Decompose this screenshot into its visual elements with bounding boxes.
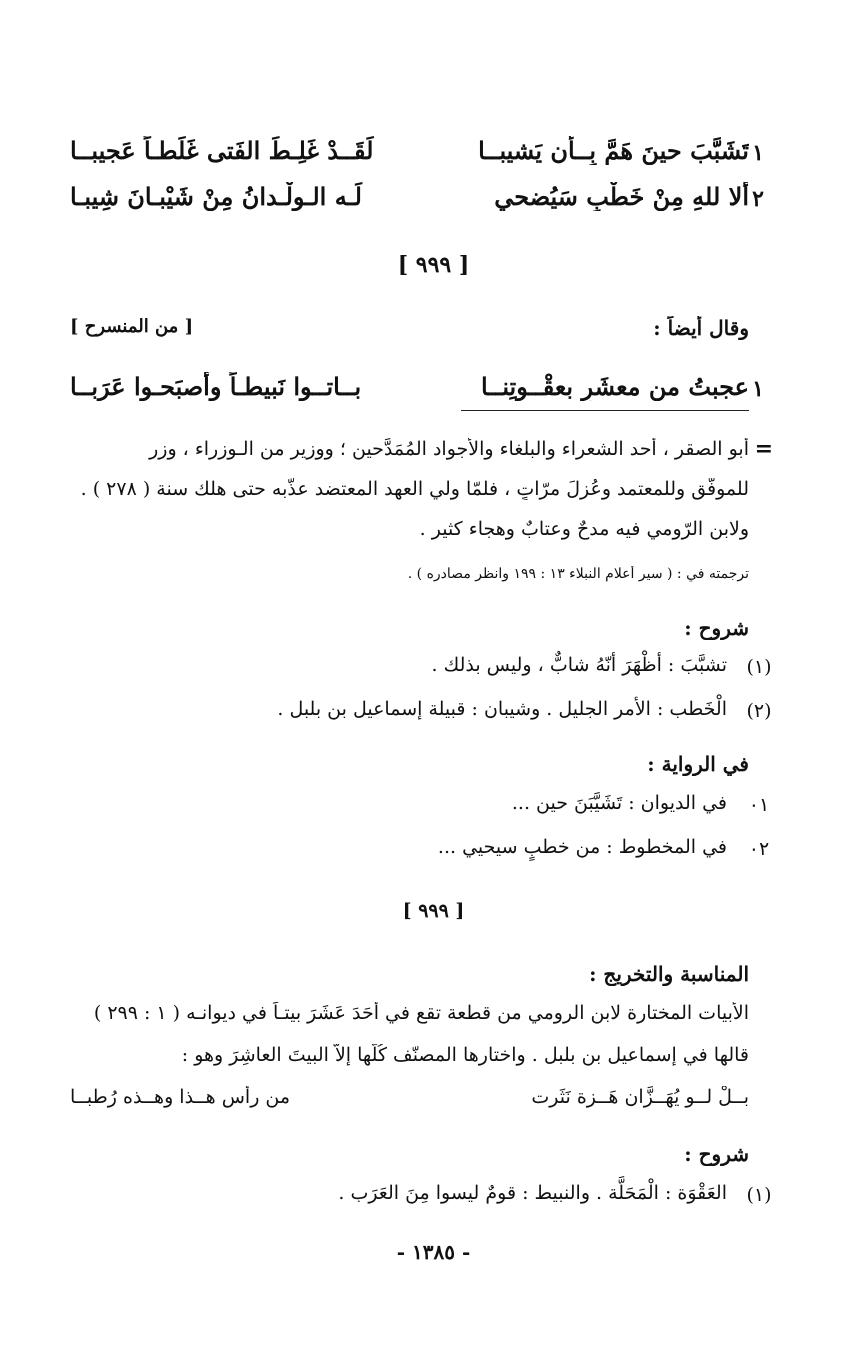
bio-line: للموفّق وللمعتمد وعُزِلَ مرّاتٍ ، فلمّا ولي العهد المعتضد عذّبه حتى هلك سنة ( ٢٧٨ ) . [80,478,749,500]
verse-hemistich-first: ألا للهِ مِنْ خَطْبٍ سَيُضحي [494,182,749,211]
verse-hemistich-first: تَشَبَّبَ حينَ هَمَّ بِــأن يَشيبــا [478,136,749,165]
verse-hemistich-second: بــاتــوا نَبيطـاً وأصبَحـوا عَرَبــا [70,372,362,401]
section-number: [ ٩٩٩ ] [402,900,465,922]
poem-verse [70,136,749,165]
verse-hemistich-second: لَقَــدْ غَلِـطَ الفَتى غَلَطـاً عَجيبــا [70,136,374,165]
verse-hemistich-first: عجبتُ من معشَرٍ بعقْــوتِنــا [480,372,749,401]
riwaya-text: في الديوان : تَشَيَّبَنَ حين ... [511,792,727,814]
quoted-verse [70,1086,749,1108]
poem-intro [70,316,749,340]
poem-verse [70,372,749,401]
meter-label: [ من المنسرح ] [70,316,194,337]
verse-hemistich-first: بــلْ لــو يُهَــزَّان هَــزة نَثَرت [531,1086,749,1108]
riwaya-text: في المخطوط : من خطبٍ سيحيي ... [437,836,727,858]
occasion-line: قالها في إسماعيل بن بلبل . واختارها المصنّف كُلّها إلاّ البيتَ العاشِرَ وهو : [181,1044,749,1066]
occasion-heading: المناسبة والتخريج : [589,962,749,986]
note-text: العَقْوَة : الْمَحَلَّة . والنبيط : قومٌ ليسوا مِنَ العَرَب . [338,1182,727,1204]
bio-line: أبو الصقر ، أحد الشعراء والبلغاء والأجواد المُمَدَّحين ؛ ووزير من الـوزراء ، وزر [149,438,749,460]
continuation-marker: = [754,436,773,462]
bio-source: ترجمته في : ( سير أعلام النبلاء ١٣ : ١٩٩ وانظر مصادره ) . [407,566,749,582]
verse-hemistich-second: من رأس هــذا وهــذه رُطبــا [70,1086,291,1108]
footnote-divider [461,410,749,411]
note-number: (١) [746,1184,772,1206]
verse-number: ٢ [752,186,764,212]
bio-line: ولابن الرّومي فيه مدحٌ وعتابٌ وهجاء كثير . [419,518,749,540]
riwaya-number: ٠١ [748,794,770,816]
note-number: (٢) [746,700,772,722]
note-text: تشبَّبَ : أظْهَرَ أنّهُ شابٌّ ، وليس بذلك . [431,654,727,676]
note-text: الْخَطب : الأمر الجليل . وشيبان : قبيلة إسماعيل بن بلبل . [277,698,727,720]
verse-number: ١ [752,140,764,166]
page-number: - ١٣٨٥ - [396,1240,471,1264]
verse-number: ١ [752,376,764,402]
riwaya-number: ٠٢ [748,838,770,860]
occasion-line: الأبيات المختارة لابن الرومي من قطعة تقع في أحَدَ عَشَرَ بيتـاً في ديوانـه ( ١ : ٢٩٩ ) [93,1002,749,1024]
section-number: [ ٩٩٩ ] [397,252,470,278]
riwaya-heading: في الرواية : [647,752,749,776]
notes-heading: شروح : [684,1142,749,1166]
note-number: (١) [746,656,772,678]
poem-verse [70,182,749,211]
verse-hemistich-second: لَـه الـوِلْـدانُ مِنْ شَيْبـانَ شِيبـا [70,182,362,211]
intro-said-also: وقال أيضاً : [653,316,749,340]
notes-heading: شروح : [684,616,749,640]
